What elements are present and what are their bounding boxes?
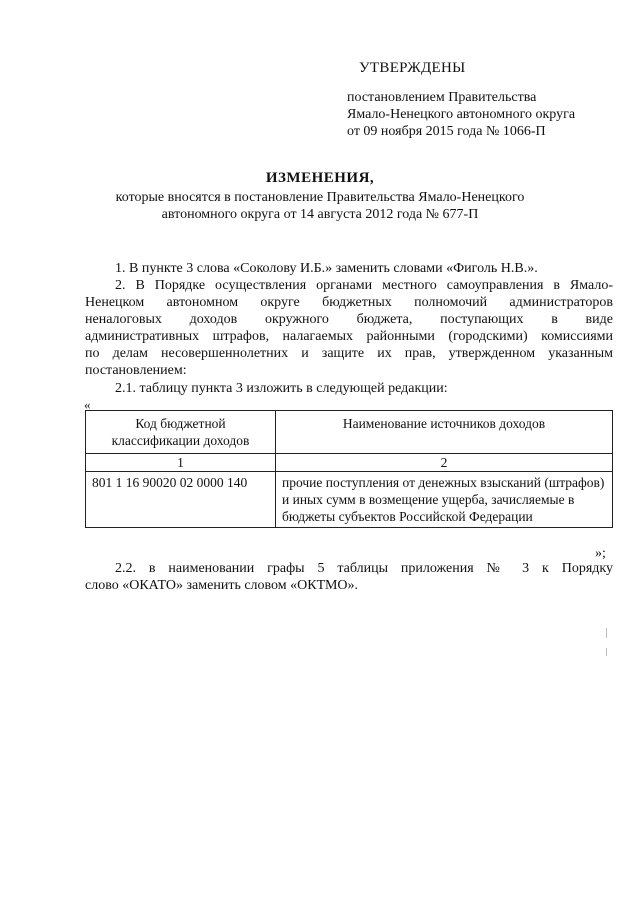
- paragraph-2-line: по делам несовершеннолетних и защите их прав, утвержденном указанным: [85, 346, 613, 361]
- paragraph-2-1: 2.1. таблицу пункта 3 изложить в следующей редакции:: [115, 381, 448, 396]
- approval-line: Ямало-Ненецкого автономного округа: [347, 107, 576, 122]
- document-title: ИЗМЕНЕНИЯ,: [265, 170, 375, 186]
- quote-close: »;: [595, 546, 606, 561]
- table-header-row: [86, 411, 613, 454]
- approval-title: УТВЕРЖДЕНЫ: [359, 60, 466, 76]
- paragraph-1: 1. В пункте 3 слова «Соколову И.Б.» заменить словами «Фиголь Н.В.».: [115, 261, 538, 276]
- scan-mark: [606, 628, 607, 638]
- paragraph-2-line: административных штрафов, налагаемых районными (городскими) комиссиями: [85, 329, 613, 344]
- document-subtitle: автономного округа от 14 августа 2012 года № 677-П: [161, 207, 479, 222]
- approval-line: от 09 ноября 2015 года № 1066-П: [347, 124, 546, 139]
- paragraph-2-2-line: слово «ОКАТО» заменить словом «ОКТМО».: [85, 578, 359, 593]
- header-code: Код бюджетной классификации доходов: [86, 411, 276, 454]
- paragraph-2-line: 2. В Порядке осуществления органами местного самоуправления в Ямало-: [115, 278, 613, 293]
- document-subtitle: которые вносятся в постановление Правительства Ямало-Ненецкого: [115, 190, 525, 205]
- income-sources-table: [85, 410, 613, 528]
- scan-mark: [606, 648, 607, 656]
- approval-line: постановлением Правительства: [347, 90, 537, 105]
- paragraph-2-2-line: 2.2. в наименовании графы 5 таблицы приложения № 3 к Порядку: [115, 561, 613, 576]
- cell-name: прочие поступления от денежных взысканий (штрафов) и иных сумм в возмещение ущерба, зачисляемые в бюджеты субъектов Российской Федерации: [276, 472, 613, 528]
- quote-open: «: [84, 397, 91, 412]
- paragraph-2-line: Ненецком автономном округе бюджетных полномочий администраторов: [85, 295, 613, 310]
- column-number: 1: [86, 454, 276, 472]
- table-row: [86, 472, 613, 528]
- header-name: Наименование источников доходов: [276, 411, 613, 454]
- paragraph-2-line: постановлением:: [85, 363, 187, 378]
- cell-code: 801 1 16 90020 02 0000 140: [86, 472, 276, 528]
- table-number-row: [86, 454, 613, 472]
- paragraph-2-line: неналоговых доходов окружного бюджета, поступающих в виде: [85, 312, 613, 327]
- column-number: 2: [276, 454, 613, 472]
